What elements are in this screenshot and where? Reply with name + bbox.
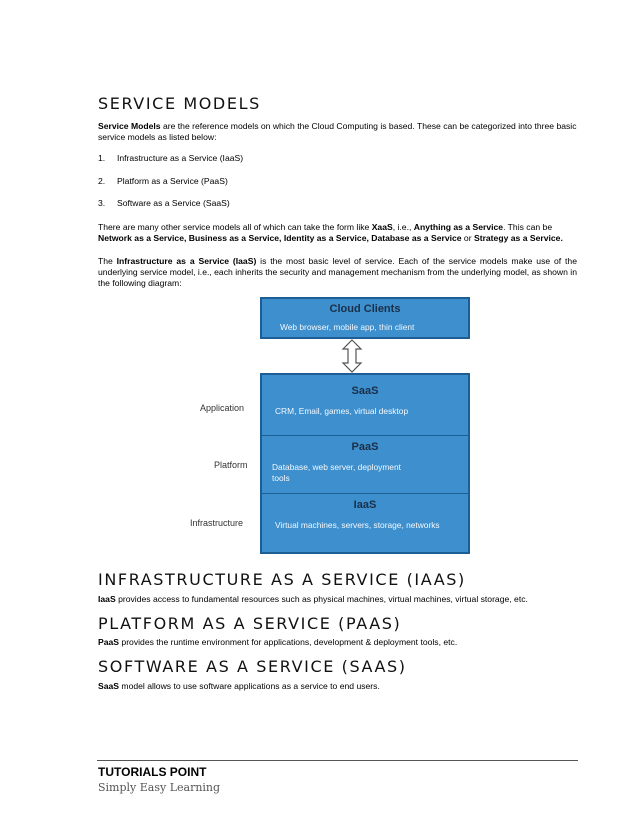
- service-stack-box: [260, 373, 470, 554]
- iaas-desc: Virtual machines, servers, storage, networks: [275, 520, 440, 530]
- p2-text-1: There are many other service models all of which can take the form like: [98, 222, 372, 232]
- list-item: [98, 198, 230, 209]
- paas-text: provides the runtime environment for applications, development & deployment tools, etc.: [119, 637, 458, 647]
- layer-label-platform: Platform: [214, 460, 248, 470]
- iaas-basic-paragraph: [98, 256, 577, 290]
- cloud-clients-title: Cloud Clients: [329, 303, 401, 315]
- section-heading-service-models: SERVICE MODELS: [98, 94, 261, 113]
- layer-divider: [262, 435, 468, 436]
- section-heading-saas: SOFTWARE AS A SERVICE (SAAS): [98, 657, 407, 676]
- paas-bold-term: PaaS: [98, 637, 120, 647]
- footer-subtitle: Simply Easy Learning: [98, 781, 221, 794]
- intro-bold-term: Service Models: [98, 121, 161, 131]
- list-number: 2.: [98, 176, 106, 186]
- list-number: 3.: [98, 198, 106, 208]
- p3-text-2: is the most basic level of service. Each of the service models make use of the underlying service model, i.e., each inherits the security and management mechanism from the underlying model, as shown in the following diagram:: [98, 256, 577, 289]
- intro-text: are the reference models on which the Cloud Computing is based. These can be categorized into three basic service models as listed below:: [98, 121, 577, 143]
- p2-text-4: or: [461, 233, 474, 244]
- cloud-clients-desc: Web browser, mobile app, thin client: [280, 322, 415, 332]
- p2-bold-examples: Network as a Service, Business as a Service, Identity as a Service, Database as a Service: [98, 233, 462, 244]
- iaas-title: IaaS: [353, 499, 377, 511]
- list-item: [98, 153, 243, 164]
- list-number: 1.: [98, 153, 106, 163]
- iaas-text: provides access to fundamental resources such as physical machines, virtual machines, virtual storage, etc.: [115, 594, 528, 604]
- saas-bold-term: SaaS: [98, 681, 120, 691]
- other-models-paragraph: [98, 222, 577, 244]
- p2-bold-xaas: XaaS: [371, 222, 393, 232]
- footer-divider: [97, 760, 578, 761]
- p3-text-1: The: [98, 256, 117, 266]
- saas-title: SaaS: [351, 385, 379, 397]
- iaas-bold-term: IaaS: [98, 594, 116, 604]
- intro-paragraph: [98, 121, 577, 143]
- p2-bold-anything: Anything as a Service: [413, 222, 504, 232]
- list-item: [98, 176, 228, 187]
- footer-title: TUTORIALS POINT: [98, 765, 207, 779]
- saas-desc: CRM, Email, games, virtual desktop: [275, 406, 409, 416]
- layer-label-application: Application: [200, 403, 245, 413]
- p2-text-3: . This can be: [503, 222, 553, 232]
- p2-bold-strategy: Strategy as a Service.: [473, 233, 563, 244]
- iaas-paragraph: [98, 594, 577, 605]
- section-heading-paas: PLATFORM AS A SERVICE (PAAS): [98, 614, 402, 633]
- paas-desc: Database, web server, deployment tools: [272, 462, 401, 483]
- list-text: Software as a Service (SaaS): [117, 198, 230, 208]
- cloud-clients-box: [260, 297, 470, 339]
- list-text: Platform as a Service (PaaS): [117, 176, 228, 186]
- paas-title: PaaS: [351, 441, 379, 453]
- p3-bold-iaas: Infrastructure as a Service (IaaS): [116, 256, 257, 266]
- section-heading-iaas: INFRASTRUCTURE AS A SERVICE (IAAS): [98, 570, 466, 589]
- layer-divider: [262, 493, 468, 494]
- service-model-diagram: [190, 297, 475, 555]
- p2-text-2: , i.e.,: [392, 222, 414, 232]
- layer-label-infrastructure: Infrastructure: [190, 518, 244, 528]
- double-arrow-icon: [340, 339, 364, 373]
- saas-paragraph: [98, 681, 577, 692]
- paas-paragraph: [98, 637, 577, 648]
- saas-text: model allows to use software applications as a service to end users.: [119, 681, 380, 691]
- list-text: Infrastructure as a Service (IaaS): [117, 153, 244, 163]
